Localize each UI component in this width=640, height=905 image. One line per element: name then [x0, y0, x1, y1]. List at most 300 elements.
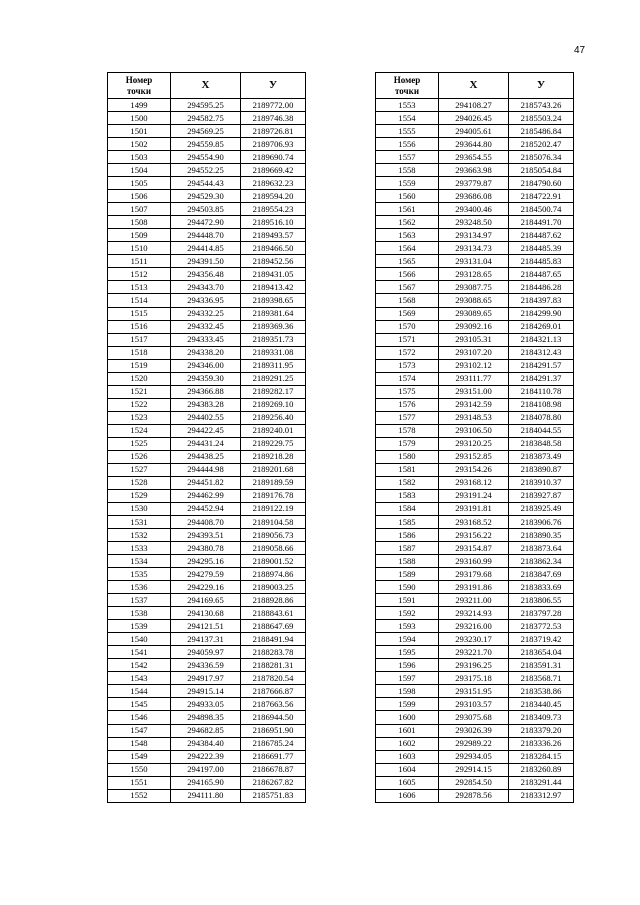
y-coordinate-cell: 2183806.55	[509, 594, 574, 607]
y-coordinate-cell: 2189632.23	[241, 177, 306, 190]
point-number-cell: 1579	[376, 437, 439, 450]
x-coordinate-cell: 294544.43	[171, 177, 241, 190]
y-coordinate-cell: 2183927.87	[509, 489, 574, 502]
y-coordinate-cell: 2187820.54	[241, 672, 306, 685]
x-coordinate-cell: 294451.82	[171, 476, 241, 489]
point-number-header-line2: точки	[394, 85, 420, 96]
point-number-cell: 1504	[108, 164, 171, 177]
table-row	[376, 398, 574, 411]
table-row	[376, 698, 574, 711]
table-row	[108, 424, 306, 437]
x-coordinate-cell: 294343.70	[171, 281, 241, 294]
point-number-cell: 1555	[376, 125, 439, 138]
point-number-cell: 1558	[376, 164, 439, 177]
point-number-header-line1: Номер	[125, 74, 153, 85]
x-coordinate-cell: 294431.24	[171, 437, 241, 450]
table-row	[376, 672, 574, 685]
x-coordinate-cell: 294222.39	[171, 750, 241, 763]
x-coordinate-cell: 294380.78	[171, 542, 241, 555]
table-row	[376, 581, 574, 594]
x-coordinate-cell: 294295.16	[171, 555, 241, 568]
point-number-cell: 1598	[376, 685, 439, 698]
point-number-cell: 1563	[376, 229, 439, 242]
y-column-header: У	[509, 73, 574, 99]
point-number-cell: 1606	[376, 789, 439, 802]
table-row	[376, 620, 574, 633]
point-number-cell: 1595	[376, 646, 439, 659]
y-coordinate-cell: 2184110.78	[509, 385, 574, 398]
y-coordinate-cell: 2189003.25	[241, 581, 306, 594]
y-coordinate-cell: 2183440.45	[509, 698, 574, 711]
point-number-cell: 1600	[376, 711, 439, 724]
x-coordinate-cell: 293102.12	[439, 359, 509, 372]
x-coordinate-cell: 293092.16	[439, 320, 509, 333]
y-coordinate-cell: 2183379.20	[509, 724, 574, 737]
table-row	[376, 411, 574, 424]
y-coordinate-cell: 2186944.50	[241, 711, 306, 724]
table-row	[108, 229, 306, 242]
y-coordinate-cell: 2183772.53	[509, 620, 574, 633]
table-row	[108, 268, 306, 281]
point-number-cell: 1500	[108, 112, 171, 125]
table-row	[108, 307, 306, 320]
x-coordinate-cell: 294595.25	[171, 99, 241, 112]
point-number-cell: 1499	[108, 99, 171, 112]
point-number-cell: 1602	[376, 737, 439, 750]
x-coordinate-cell: 294444.98	[171, 463, 241, 476]
y-coordinate-cell: 2184491.70	[509, 216, 574, 229]
x-coordinate-cell: 293644.80	[439, 138, 509, 151]
point-number-cell: 1566	[376, 268, 439, 281]
y-coordinate-cell: 2184397.83	[509, 294, 574, 307]
x-coordinate-cell: 294384.40	[171, 737, 241, 750]
x-coordinate-cell: 293400.46	[439, 203, 509, 216]
x-coordinate-cell: 293160.99	[439, 555, 509, 568]
table-row	[376, 229, 574, 242]
y-coordinate-cell: 2183862.34	[509, 555, 574, 568]
x-coordinate-cell: 293248.50	[439, 216, 509, 229]
table-row	[108, 463, 306, 476]
point-number-cell: 1565	[376, 255, 439, 268]
table-row	[376, 737, 574, 750]
y-coordinate-cell: 2189291.25	[241, 372, 306, 385]
y-coordinate-cell: 2184108.98	[509, 398, 574, 411]
point-number-cell: 1545	[108, 698, 171, 711]
y-coordinate-cell: 2184790.60	[509, 177, 574, 190]
y-coordinate-cell: 2184078.80	[509, 411, 574, 424]
y-coordinate-cell: 2189001.52	[241, 555, 306, 568]
y-coordinate-cell: 2189229.75	[241, 437, 306, 450]
y-coordinate-cell: 2185202.47	[509, 138, 574, 151]
x-coordinate-cell: 294279.59	[171, 568, 241, 581]
point-number-cell: 1591	[376, 594, 439, 607]
x-coordinate-cell: 293216.00	[439, 620, 509, 633]
point-number-cell: 1542	[108, 659, 171, 672]
point-number-cell: 1546	[108, 711, 171, 724]
x-coordinate-cell: 293142.59	[439, 398, 509, 411]
y-coordinate-cell: 2189122.19	[241, 502, 306, 515]
y-coordinate-cell: 2183719.42	[509, 633, 574, 646]
point-number-cell: 1561	[376, 203, 439, 216]
table-row	[108, 242, 306, 255]
table-row	[376, 646, 574, 659]
x-coordinate-cell: 294408.70	[171, 516, 241, 529]
table-row	[108, 685, 306, 698]
point-number-cell: 1592	[376, 607, 439, 620]
table-row	[108, 581, 306, 594]
point-number-cell: 1605	[376, 776, 439, 789]
y-coordinate-cell: 2189218.28	[241, 450, 306, 463]
x-coordinate-cell: 294332.25	[171, 307, 241, 320]
y-coordinate-cell: 2189554.23	[241, 203, 306, 216]
x-coordinate-cell: 294393.51	[171, 529, 241, 542]
y-coordinate-cell: 2189369.36	[241, 320, 306, 333]
point-number-header	[376, 73, 439, 99]
table-row	[376, 789, 574, 802]
point-number-cell: 1583	[376, 489, 439, 502]
table-row	[376, 516, 574, 529]
table-row	[376, 99, 574, 112]
point-number-cell: 1559	[376, 177, 439, 190]
point-number-cell: 1539	[108, 620, 171, 633]
table-row	[108, 750, 306, 763]
point-number-cell: 1521	[108, 385, 171, 398]
point-number-cell: 1599	[376, 698, 439, 711]
x-coordinate-cell: 292854.50	[439, 776, 509, 789]
point-number-cell: 1569	[376, 307, 439, 320]
point-number-cell: 1541	[108, 646, 171, 659]
x-coordinate-cell: 294169.65	[171, 594, 241, 607]
x-coordinate-cell: 294917.97	[171, 672, 241, 685]
y-coordinate-cell: 2184269.01	[509, 320, 574, 333]
y-coordinate-cell: 2189516.10	[241, 216, 306, 229]
table-row	[376, 190, 574, 203]
point-number-cell: 1556	[376, 138, 439, 151]
point-number-cell: 1544	[108, 685, 171, 698]
x-coordinate-cell: 293156.22	[439, 529, 509, 542]
y-coordinate-cell: 2189311.95	[241, 359, 306, 372]
x-coordinate-cell: 293179.68	[439, 568, 509, 581]
x-coordinate-cell: 293106.50	[439, 424, 509, 437]
table-row	[376, 685, 574, 698]
table-row	[376, 281, 574, 294]
point-number-cell: 1536	[108, 581, 171, 594]
x-coordinate-cell: 293151.00	[439, 385, 509, 398]
x-coordinate-cell: 293779.87	[439, 177, 509, 190]
table-row	[108, 164, 306, 177]
table-row	[376, 333, 574, 346]
y-coordinate-cell: 2188974.86	[241, 568, 306, 581]
table-row	[108, 555, 306, 568]
x-coordinate-cell: 294915.14	[171, 685, 241, 698]
table-row	[108, 620, 306, 633]
y-coordinate-cell: 2186691.77	[241, 750, 306, 763]
y-coordinate-cell: 2183906.76	[509, 516, 574, 529]
x-coordinate-cell: 294332.45	[171, 320, 241, 333]
point-number-cell: 1533	[108, 542, 171, 555]
point-number-cell: 1601	[376, 724, 439, 737]
point-number-cell: 1550	[108, 763, 171, 776]
point-number-cell: 1587	[376, 542, 439, 555]
y-coordinate-cell: 2183284.15	[509, 750, 574, 763]
y-coordinate-cell: 2185054.84	[509, 164, 574, 177]
point-number-cell: 1520	[108, 372, 171, 385]
table-row	[108, 138, 306, 151]
y-coordinate-cell: 2189240.01	[241, 424, 306, 437]
table-row	[108, 125, 306, 138]
point-number-cell: 1513	[108, 281, 171, 294]
point-number-cell: 1547	[108, 724, 171, 737]
point-number-cell: 1549	[108, 750, 171, 763]
x-coordinate-cell: 294111.80	[171, 789, 241, 802]
table-row	[376, 268, 574, 281]
table-row	[108, 568, 306, 581]
x-coordinate-cell: 294452.94	[171, 502, 241, 515]
x-coordinate-cell: 294359.30	[171, 372, 241, 385]
x-coordinate-cell: 293654.55	[439, 151, 509, 164]
table-header-row	[108, 73, 306, 99]
table-row	[376, 763, 574, 776]
table-row	[108, 659, 306, 672]
y-coordinate-cell: 2184487.65	[509, 268, 574, 281]
table-row	[376, 216, 574, 229]
point-number-cell: 1529	[108, 489, 171, 502]
x-coordinate-cell: 294366.88	[171, 385, 241, 398]
table-row	[376, 607, 574, 620]
table-row	[108, 385, 306, 398]
point-number-cell: 1522	[108, 398, 171, 411]
table-row	[108, 607, 306, 620]
x-coordinate-cell: 293686.08	[439, 190, 509, 203]
point-number-cell: 1570	[376, 320, 439, 333]
y-coordinate-cell: 2188491.94	[241, 633, 306, 646]
point-number-header	[108, 73, 171, 99]
table-row	[376, 750, 574, 763]
table-row	[376, 294, 574, 307]
x-coordinate-cell: 293107.20	[439, 346, 509, 359]
table-row	[376, 385, 574, 398]
y-coordinate-cell: 2189056.73	[241, 529, 306, 542]
y-coordinate-cell: 2189282.17	[241, 385, 306, 398]
y-coordinate-cell: 2189104.58	[241, 516, 306, 529]
point-number-cell: 1534	[108, 555, 171, 568]
y-coordinate-cell: 2189726.81	[241, 125, 306, 138]
y-coordinate-cell: 2189746.38	[241, 112, 306, 125]
y-coordinate-cell: 2183291.44	[509, 776, 574, 789]
x-coordinate-cell: 293134.73	[439, 242, 509, 255]
y-coordinate-cell: 2183925.49	[509, 502, 574, 515]
x-coordinate-cell: 294448.70	[171, 229, 241, 242]
table-row	[108, 372, 306, 385]
table-row	[376, 555, 574, 568]
x-coordinate-cell: 293026.39	[439, 724, 509, 737]
table-row	[376, 476, 574, 489]
table-row	[376, 346, 574, 359]
x-coordinate-cell: 293089.65	[439, 307, 509, 320]
point-number-cell: 1568	[376, 294, 439, 307]
point-number-cell: 1577	[376, 411, 439, 424]
x-coordinate-cell: 294338.20	[171, 346, 241, 359]
table-row	[108, 516, 306, 529]
point-number-cell: 1578	[376, 424, 439, 437]
point-number-cell: 1537	[108, 594, 171, 607]
y-coordinate-cell: 2187663.56	[241, 698, 306, 711]
x-coordinate-cell: 293168.52	[439, 516, 509, 529]
point-number-cell: 1584	[376, 502, 439, 515]
table-row	[376, 255, 574, 268]
table-row	[108, 151, 306, 164]
table-row	[376, 542, 574, 555]
y-coordinate-cell: 2189669.42	[241, 164, 306, 177]
point-number-cell: 1597	[376, 672, 439, 685]
y-coordinate-cell: 2184299.90	[509, 307, 574, 320]
y-coordinate-cell: 2189256.40	[241, 411, 306, 424]
point-number-cell: 1530	[108, 502, 171, 515]
y-coordinate-cell: 2184044.55	[509, 424, 574, 437]
y-coordinate-cell: 2183591.31	[509, 659, 574, 672]
x-coordinate-cell: 293103.57	[439, 698, 509, 711]
y-coordinate-cell: 2189269.10	[241, 398, 306, 411]
point-number-cell: 1564	[376, 242, 439, 255]
x-coordinate-cell: 293230.17	[439, 633, 509, 646]
table-row	[108, 177, 306, 190]
point-number-cell: 1575	[376, 385, 439, 398]
table-row	[108, 711, 306, 724]
point-number-cell: 1514	[108, 294, 171, 307]
point-number-cell: 1594	[376, 633, 439, 646]
point-number-cell: 1518	[108, 346, 171, 359]
point-number-cell: 1531	[108, 516, 171, 529]
y-coordinate-cell: 2189058.66	[241, 542, 306, 555]
table-row	[108, 398, 306, 411]
x-coordinate-cell: 294059.97	[171, 646, 241, 659]
table-row	[108, 359, 306, 372]
table-row	[376, 138, 574, 151]
x-coordinate-cell: 294552.25	[171, 164, 241, 177]
point-number-cell: 1553	[376, 99, 439, 112]
y-coordinate-cell: 2188928.86	[241, 594, 306, 607]
y-coordinate-cell: 2185503.24	[509, 112, 574, 125]
point-number-cell: 1519	[108, 359, 171, 372]
point-number-cell: 1538	[108, 607, 171, 620]
table-row	[108, 763, 306, 776]
x-coordinate-cell: 294554.90	[171, 151, 241, 164]
y-coordinate-cell: 2188281.31	[241, 659, 306, 672]
point-number-cell: 1586	[376, 529, 439, 542]
point-number-cell: 1574	[376, 372, 439, 385]
point-number-cell: 1528	[108, 476, 171, 489]
y-coordinate-cell: 2183312.97	[509, 789, 574, 802]
x-coordinate-cell: 294336.59	[171, 659, 241, 672]
point-number-cell: 1523	[108, 411, 171, 424]
y-column-header: У	[241, 73, 306, 99]
point-number-cell: 1527	[108, 463, 171, 476]
table-row	[376, 437, 574, 450]
point-number-cell: 1581	[376, 463, 439, 476]
table-row	[108, 789, 306, 802]
table-row	[376, 242, 574, 255]
y-coordinate-cell: 2189452.56	[241, 255, 306, 268]
table-row	[108, 672, 306, 685]
table-row	[376, 151, 574, 164]
x-coordinate-cell: 293191.86	[439, 581, 509, 594]
table-row	[376, 711, 574, 724]
y-coordinate-cell: 2185076.34	[509, 151, 574, 164]
table-row	[376, 633, 574, 646]
y-coordinate-cell: 2188283.78	[241, 646, 306, 659]
x-coordinate-cell: 294391.50	[171, 255, 241, 268]
y-coordinate-cell: 2183654.04	[509, 646, 574, 659]
x-coordinate-cell: 294414.85	[171, 242, 241, 255]
y-coordinate-cell: 2189706.93	[241, 138, 306, 151]
x-coordinate-cell: 293154.87	[439, 542, 509, 555]
point-number-cell: 1524	[108, 424, 171, 437]
x-coordinate-cell: 294137.31	[171, 633, 241, 646]
table-row	[108, 450, 306, 463]
x-coordinate-cell: 294559.85	[171, 138, 241, 151]
x-coordinate-cell: 294121.51	[171, 620, 241, 633]
coordinates-table-left	[107, 72, 306, 803]
table-row	[376, 450, 574, 463]
x-coordinate-cell: 293151.95	[439, 685, 509, 698]
x-coordinate-cell: 293131.04	[439, 255, 509, 268]
point-number-cell: 1562	[376, 216, 439, 229]
y-coordinate-cell: 2183890.35	[509, 529, 574, 542]
table-row	[108, 190, 306, 203]
y-coordinate-cell: 2189351.73	[241, 333, 306, 346]
x-coordinate-cell: 294346.00	[171, 359, 241, 372]
y-coordinate-cell: 2189466.50	[241, 242, 306, 255]
x-coordinate-cell: 294026.45	[439, 112, 509, 125]
x-coordinate-cell: 292934.05	[439, 750, 509, 763]
x-coordinate-cell: 293152.85	[439, 450, 509, 463]
y-coordinate-cell: 2187666.87	[241, 685, 306, 698]
x-coordinate-cell: 293221.70	[439, 646, 509, 659]
point-number-cell: 1554	[376, 112, 439, 125]
y-coordinate-cell: 2189201.68	[241, 463, 306, 476]
table-row	[108, 255, 306, 268]
point-number-cell: 1596	[376, 659, 439, 672]
table-row	[376, 164, 574, 177]
point-number-cell: 1526	[108, 450, 171, 463]
y-coordinate-cell: 2189176.78	[241, 489, 306, 502]
y-coordinate-cell: 2184500.74	[509, 203, 574, 216]
y-coordinate-cell: 2183910.37	[509, 476, 574, 489]
point-number-cell: 1551	[108, 776, 171, 789]
table-row	[376, 359, 574, 372]
table-row	[376, 776, 574, 789]
x-coordinate-cell: 294422.45	[171, 424, 241, 437]
x-coordinate-cell: 294933.05	[171, 698, 241, 711]
table-row	[376, 724, 574, 737]
point-number-cell: 1572	[376, 346, 439, 359]
table-row	[376, 659, 574, 672]
point-number-cell: 1580	[376, 450, 439, 463]
table-row	[376, 177, 574, 190]
y-coordinate-cell: 2189772.00	[241, 99, 306, 112]
table-row	[108, 489, 306, 502]
point-number-cell: 1548	[108, 737, 171, 750]
x-coordinate-cell: 293663.98	[439, 164, 509, 177]
table-row	[108, 542, 306, 555]
table-row	[108, 476, 306, 489]
y-coordinate-cell: 2188647.69	[241, 620, 306, 633]
x-coordinate-cell: 292914.15	[439, 763, 509, 776]
point-number-cell: 1552	[108, 789, 171, 802]
point-number-cell: 1516	[108, 320, 171, 333]
y-coordinate-cell: 2183848.58	[509, 437, 574, 450]
point-number-cell: 1525	[108, 437, 171, 450]
